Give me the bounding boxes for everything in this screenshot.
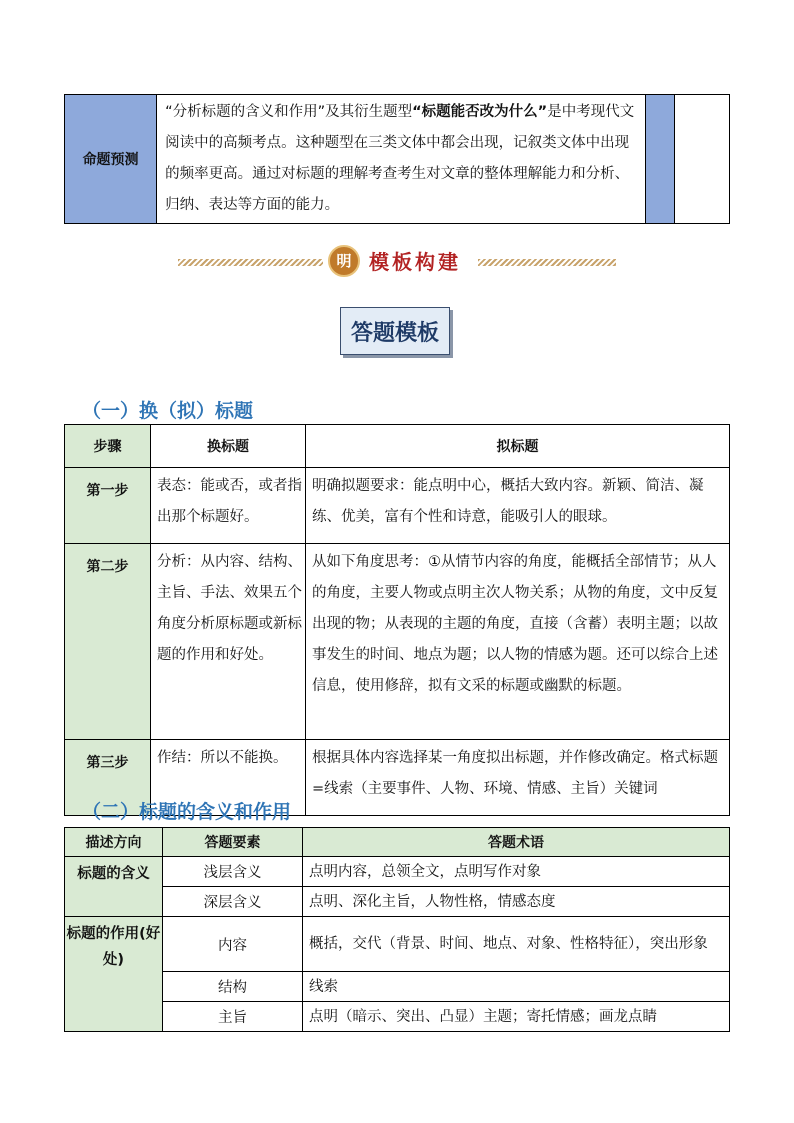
- prediction-label: 命题预测: [65, 95, 157, 224]
- header-change: 换标题: [151, 425, 306, 468]
- step-cell: 第一步: [65, 468, 151, 544]
- table-row: [65, 544, 730, 740]
- element-cell: 主旨: [163, 1002, 303, 1032]
- draft-cell: 从如下角度思考：①从情节内容的角度，能概括全部情节；从人的角度，主要人物或点明主次人物关系；从物的角度，文中反复出现的物；从表现的主题的角度，直接（含蓄）表明主题；以故事发生的时间、地点为题；以人物的情感为题。还可以综合上述信息，使用修辞，拟有文采的标题或幽默的标题。: [306, 544, 730, 740]
- title-change-table: [64, 424, 730, 816]
- element-cell: 深层含义: [163, 887, 303, 917]
- prediction-side-cell: [645, 95, 674, 224]
- table-row: [65, 1002, 730, 1032]
- table-header-row: [65, 425, 730, 468]
- table-header-row: [65, 828, 730, 857]
- draft-cell: 明确拟题要求：能点明中心，概括大致内容。新颖、简洁、凝练、优美，富有个性和诗意，能吸引人的眼球。: [306, 468, 730, 544]
- header-element: 答题要素: [163, 828, 303, 857]
- prediction-blank-cell: [674, 95, 729, 224]
- term-cell: 点明、深化主旨，人物性格，情感态度: [303, 887, 730, 917]
- section1-heading: （一）换（拟）标题: [82, 400, 254, 422]
- draft-cell: 根据具体内容选择某一角度拟出标题，并作修改确定。格式标题=线索（主要事件、人物、环境、情感、主旨）关键词: [306, 740, 730, 816]
- header-draft: 拟标题: [306, 425, 730, 468]
- table-row: [65, 917, 730, 972]
- title-meaning-table: [64, 827, 730, 1032]
- table-row: [65, 972, 730, 1002]
- step-cell: 第三步: [65, 740, 151, 816]
- term-cell: 点明内容，总领全文，点明写作对象: [303, 857, 730, 887]
- prediction-text-bold: “标题能否改为什么”: [412, 104, 548, 120]
- banner-stripe-left: [178, 259, 323, 266]
- section-banner: [178, 244, 616, 280]
- element-cell: 浅层含义: [163, 857, 303, 887]
- step-cell: 第二步: [65, 544, 151, 740]
- section2-heading: （二）标题的含义和作用: [82, 801, 292, 823]
- table-row: [65, 887, 730, 917]
- element-cell: 结构: [163, 972, 303, 1002]
- term-cell: 线索: [303, 972, 730, 1002]
- table-row: [65, 468, 730, 544]
- header-term: 答题术语: [303, 828, 730, 857]
- header-direction: 描述方向: [65, 828, 163, 857]
- change-cell: 表态：能或否，或者指出那个标题好。: [151, 468, 306, 544]
- prediction-text-part1: “分析标题的含义和作用”及其衍生题型: [165, 104, 413, 120]
- group-function: 标题的作用(好处): [65, 917, 163, 1032]
- prediction-table: [64, 94, 730, 224]
- term-cell: 点明（暗示、突出、凸显）主题；寄托情感；画龙点睛: [303, 1002, 730, 1032]
- prediction-text: [157, 95, 646, 224]
- template-title-box: 答题模板: [340, 307, 450, 355]
- prediction-text-part2: 是中考现代文阅读中的高频考点。这种题型在三类文体中都会出现，记叙类文体中出现的频率更高。通过对标题的理解考查考生对文章的整体理解能力和分析、归纳、表达等方面的能力。: [165, 104, 635, 213]
- group-meaning: 标题的含义: [65, 857, 163, 917]
- banner-title: 模板构建: [369, 250, 461, 274]
- change-cell: 作结：所以不能换。: [151, 740, 306, 816]
- banner-seal-icon: 明: [328, 245, 360, 277]
- header-step: 步骤: [65, 425, 151, 468]
- change-cell: 分析：从内容、结构、主旨、手法、效果五个角度分析原标题或新标题的作用和好处。: [151, 544, 306, 740]
- term-cell: 概括，交代（背景、时间、地点、对象、性格特征），突出形象: [303, 917, 730, 972]
- table-row: [65, 857, 730, 887]
- banner-stripe-right: [478, 259, 616, 266]
- element-cell: 内容: [163, 917, 303, 972]
